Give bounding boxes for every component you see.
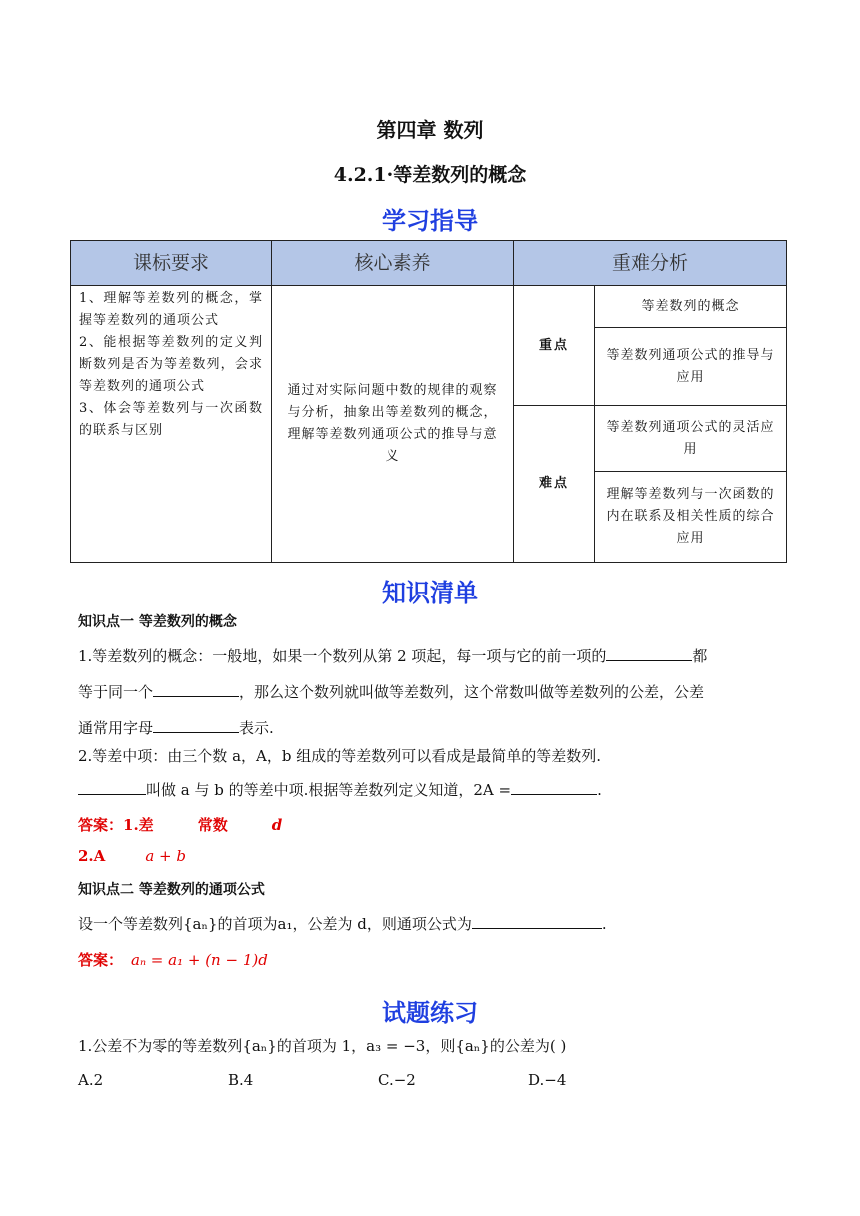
- key-point-item: 等差数列的概念: [595, 286, 787, 328]
- blank: [606, 646, 692, 661]
- core-literacy-cell: 通过对实际问题中数的规律的观察与分析，抽象出等差数列的概念，理解等差数列通项公式的推导与意义: [272, 286, 514, 563]
- requirement-item: 2、能根据等差数列的定义判断数列是否为等差数列，会求等差数列的通项公式: [79, 335, 263, 394]
- lesson-title: 4.2.1·等差数列的概念: [333, 164, 527, 186]
- key-point-item: 等差数列通项公式的推导与应用: [595, 328, 787, 406]
- difficult-point-item: 理解等差数列与一次函数的内在联系及相关性质的综合应用: [595, 472, 787, 563]
- blank: [78, 780, 146, 795]
- study-guide-table: [70, 240, 787, 563]
- option-b[interactable]: B.4: [228, 1071, 254, 1089]
- kp2-answer: 答案： aₙ = a₁ + (n − 1)d: [78, 951, 268, 969]
- header-requirements: 课标要求: [71, 241, 272, 286]
- blank: [511, 780, 597, 795]
- question-stem: 1.公差不为零的等差数列{aₙ}的首项为 1，a₃ = −3，则{aₙ}的公差为( ): [78, 1037, 567, 1055]
- kp2-line-1: 设一个等差数列{aₙ}的首项为a₁，公差为 d，则通项公式为 .: [78, 915, 607, 933]
- section-practice-heading: 试题练习: [382, 999, 478, 1027]
- section-guide-heading: 学习指导: [382, 207, 478, 235]
- key-point-label: 重点: [514, 286, 595, 406]
- kp1-heading: 知识点一 等差数列的概念: [78, 614, 237, 630]
- requirement-item: 3、体会等差数列与一次函数的联系与区别: [79, 401, 263, 438]
- chapter-title: 第四章 数列: [376, 118, 484, 142]
- option-d[interactable]: D.−4: [528, 1071, 567, 1089]
- header-analysis: 重难分析: [514, 241, 787, 286]
- blank: [472, 914, 602, 929]
- kp1-line-4: 2.等差中项：由三个数 a，A，b 组成的等差数列可以看成是最简单的等差数列.: [78, 747, 601, 765]
- difficult-point-label: 难点: [514, 406, 595, 563]
- difficult-point-item: 等差数列通项公式的灵活应用: [595, 406, 787, 472]
- kp2-heading: 知识点二 等差数列的通项公式: [78, 882, 265, 898]
- option-c[interactable]: C.−2: [378, 1071, 416, 1089]
- requirement-item: 1、理解等差数列的概念，掌握等差数列的通项公式: [79, 291, 263, 328]
- kp1-line-2: 等于同一个 ，那么这个数列就叫做等差数列，这个常数叫做等差数列的公差，公差: [78, 683, 705, 701]
- kp1-answer-2: 2.A a + b: [78, 847, 186, 865]
- header-core: 核心素养: [272, 241, 514, 286]
- kp1-answer-1: 答案：1.差 常数 d: [78, 816, 283, 834]
- kp1-line-3: 通常用字母 表示.: [78, 719, 274, 737]
- blank: [153, 682, 239, 697]
- section-knowledge-heading: 知识清单: [382, 579, 478, 607]
- requirements-cell: [71, 286, 272, 563]
- kp1-line-5: 叫做 a 与 b 的等差中项.根据等差数列定义知道，2A = .: [78, 780, 794, 800]
- blank: [153, 718, 239, 733]
- option-a[interactable]: A.2: [78, 1071, 104, 1089]
- kp1-line-1: 1.等差数列的概念：一般地，如果一个数列从第 2 项起，每一项与它的前一项的 都: [78, 647, 708, 665]
